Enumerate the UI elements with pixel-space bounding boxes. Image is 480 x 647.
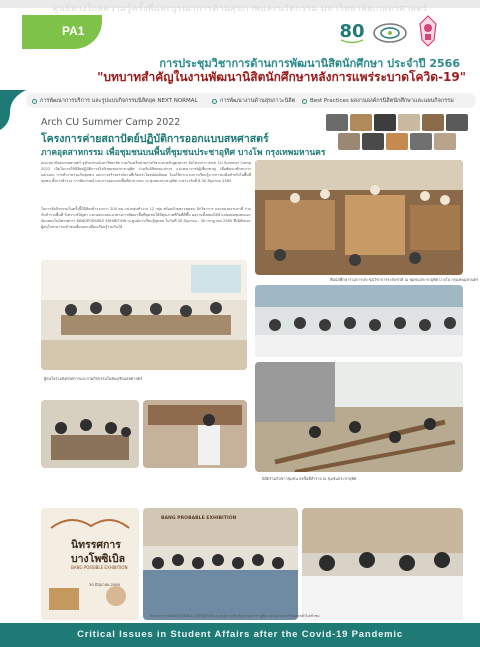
track-item-1 xyxy=(32,97,198,105)
track-radio-icon xyxy=(32,99,37,104)
track-label-3: Best Practices ผลงานองค์กรนิสิตนักศึกษาและแผนกิจกรรม xyxy=(310,98,454,104)
photo-field-construction xyxy=(255,362,463,472)
university-seal-logo xyxy=(416,14,440,48)
photo-table-discussion xyxy=(41,400,139,468)
poster-dates: 30 มิถุนายน 2565 xyxy=(89,582,121,587)
exhibit-board-header: BANG PROBABLE EXHIBITION xyxy=(161,516,237,521)
article-subtitle: ภาคอุตสาหกรรม เพื่อชุมชนบนพื้นที่ชุมชนประชาอุทิศ บางโพ กรุงเทพมหานคร xyxy=(41,148,326,158)
anniversary-80-logo xyxy=(337,16,367,46)
track-label-1: การพัฒนาการบริการ และรูปแบบกิจกรรมนิสิตยุค NEXT NORMAL xyxy=(40,98,198,104)
page-code: PA1 xyxy=(62,24,85,38)
article-paragraph-1: คณะสถาปัตยกรรมศาสตร์ จุฬาลงกรณ์มหาวิทยาลัย ร่วมกับเครือข่ายภาควิชาและหลักสูตรต่างๆ จัดโครงการ Arch CU Summer Camp 2022 เปิดโอกาสให้นิสิตปฏิบัติการจริงกับชุมชนประชาอุทิศ ร่วมกับนิสิตคณะต่างๆ และคณาจารย์ผู้เชี่ยวชาญ เพื่อพัฒนาทักษะการออกแบบ การทำงานร่วมกับชุมชน และการสร้างสรรค์งานที่เกิดประโยชน์ต่อสังคม โดยใช้กระบวนการเรียนรู้จากการลงมือทำจริงในพื้นที่ชุมชน ทั้งการสำรวจ การสัมภาษณ์ และการออกแบบพื้นที่สาธารณะ ณ ชุมชนประชาอุทิศ ระหว่างวันที่ 8-30 มิถุนายน 2565 xyxy=(41,161,251,183)
organization-oval-logo xyxy=(372,22,408,44)
architecture-photo-collage xyxy=(326,112,472,152)
photo-exhibit-visitor xyxy=(143,400,247,468)
photo-group-meeting xyxy=(255,285,463,357)
teal-accent-curve xyxy=(0,90,26,130)
caption-workshop: ทีมนักศึกษาร่วมการประชุมวิชาการระดับชาติ ณ ชุมชนประชาอุทิศ บางโพ กรุงเทพมหานคร xyxy=(330,277,479,282)
article-paragraph-2: ในการจัดกิจกรรมในครั้งนี้มีนิสิตเข้าร่วมกว่า 200 คน แบ่งกลุ่มทำงาน 12 กลุ่ม พร้อมด้วยชาวชุมชน นักวิชาการ และหน่วยงานภาคี ร่วมกันสำรวจพื้นที่ วิเคราะห์ปัญหา และออกแบบแนวทางการพัฒนาพื้นที่ชุมชนให้มีคุณภาพชีวิตที่ดีขึ้น ผลงานทั้งหมดได้นำเสนอต่อชุมชนและจัดแสดงในนิทรรศการ BANGPOSSIBLE EXHIBITION ณ ศูนย์การเรียนรู้ชุมชน ในวันที่ 30 มิถุนายน - 30 กรกฎาคม 2565 ซึ่งนิสิตและผู้สนใจสามารถเข้าชมเพื่อแลกเปลี่ยนเรียนรู้ร่วมกันได้ xyxy=(41,207,251,229)
conference-title: การประชุมวิชาการด้านการพัฒนานิสิตนักศึกษา ประจำปี 2566 xyxy=(159,57,460,70)
poster-title-line2: บางโพซิเบิล xyxy=(71,553,126,565)
logo-number: 80 xyxy=(339,21,365,42)
photo-students-exhibition xyxy=(302,508,463,620)
track-item-3 xyxy=(302,97,454,105)
track-item-2 xyxy=(212,97,295,105)
poster-title-line1: นิทรรศการ xyxy=(71,539,121,551)
conference-subtitle: "บทบาทสำคัญในงานพัฒนานิสิตนักศึกษาหลังการแพร่ระบาดโควิด-19" xyxy=(97,70,466,84)
article-title: โครงการค่ายสถาปัตย์ปฏิบัติการออกแบบสหศาสตร์ xyxy=(41,133,269,145)
poster-subtitle: BANG POSSIBLE EXHIBITION xyxy=(71,565,128,570)
article-kicker: Arch CU Summer Camp 2022 xyxy=(41,117,181,128)
track-radio-icon xyxy=(302,99,307,104)
caption-exhibition: นิทรรศการ BANGPOSSIBLE EXHIBITION ณ ศูนย์การเรียนรู้ชุมชนประชาอุทิศ และเปิดโอกาสให้บุคคลทั่วไปเข้าชม xyxy=(150,614,320,618)
track-label-2: การพัฒนางานด้านสุขภาวะนิสิต xyxy=(220,98,296,104)
photo-classroom-session xyxy=(41,260,247,370)
footer-tagline: Critical Issues in Student Affairs after the Covid-19 Pandemic xyxy=(77,629,403,640)
photo-model-workshop xyxy=(255,160,463,275)
caption-field: นิสิตร่วมกับชาวชุมชน ลงพื้นที่สำรวจ ณ ชุมชนประชาอุทิศ xyxy=(262,476,357,481)
page-code-tab xyxy=(22,15,102,49)
caption-discussion: ผู้สนใจร่วมนิทรรศการและร่วมกิจกรรมในห้องเรียนสหศาสตร์ xyxy=(44,376,143,381)
track-radio-icon xyxy=(212,99,217,104)
photo-exhibition-group xyxy=(143,508,298,620)
exhibition-poster xyxy=(41,508,139,620)
ghost-title: ศูนย์ห่างไกลความรู้ครั้งที่และบูรณาการด้านสุขภาพและนวัตกรรม มหาวิทยาลัยเกษตรศาสตร์ xyxy=(52,4,428,14)
